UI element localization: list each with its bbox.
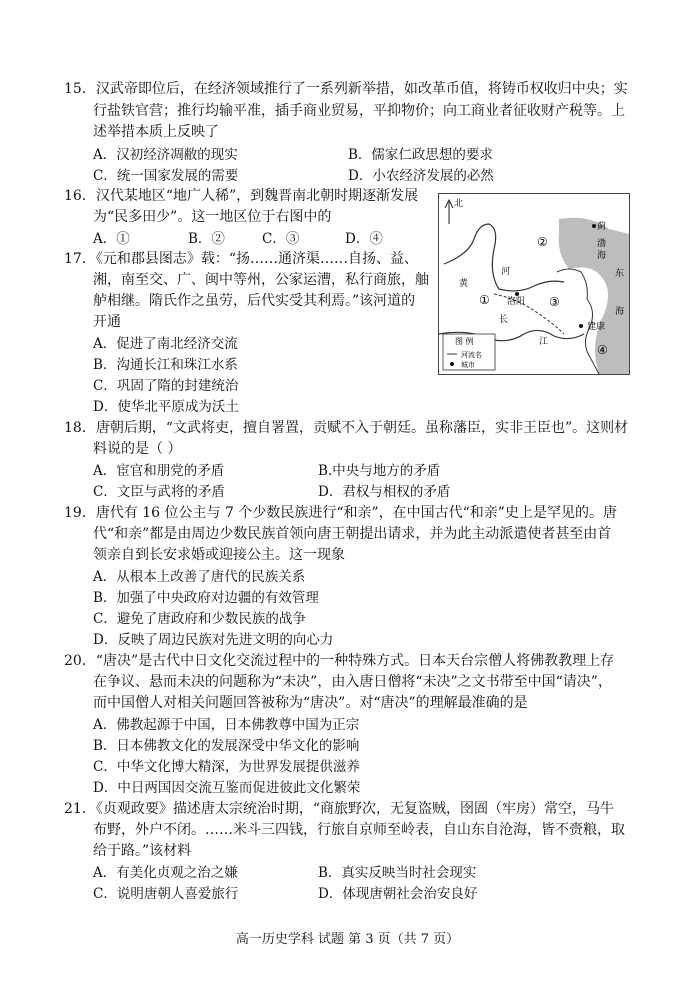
q17-option-d: D．使华北平原成为沃土 <box>93 399 239 415</box>
city-luoyang-marker <box>515 292 519 296</box>
q18-option-a: A．宦官和朋党的矛盾 <box>93 463 225 479</box>
q17-stem-line-4: 开通 <box>93 314 121 330</box>
q16-stem-line-2: 为“民多田少”。这一地区位于右图中的 <box>93 209 332 225</box>
q15-stem-line-1: 15．汉武帝即位后，在经济领域推行了一系列新举措，如改革币值，将铸币权收归中央；实 <box>64 81 628 97</box>
q17-stem-line-2: 湘，南至交、广、闽中等州，公家运漕，私行商旅，舳 <box>93 272 429 288</box>
map-label-he: 河 <box>501 267 511 277</box>
q18-option-b: B.中央与地方的矛盾 <box>318 463 441 479</box>
city-jiankang-marker <box>579 324 583 328</box>
q19-stem-line-1: 19．唐代有 16 位公主与 7 个少数民族进行“和亲”，在中国古代“和亲”史上是罕见的。唐 <box>64 505 617 521</box>
q21-option-c: C．说明唐朝人喜爱旅行 <box>93 886 239 902</box>
map-label-huang: 黄 <box>459 279 469 289</box>
city-ji-marker <box>592 224 596 228</box>
map-label-region-4: ④ <box>597 343 608 357</box>
q21-stem-line-1: 21．《贞观政要》描述唐太宗统治时期，“商旅野次，无复盗贼，囹圄（牢房）常空，马牛 <box>64 801 614 817</box>
map-label-jiankang: 建康 <box>587 322 606 332</box>
q16-option-c: C．③ <box>262 231 300 247</box>
q20-option-a: A．佛教起源于中国，日本佛教尊中国为正宗 <box>93 717 360 733</box>
map-label-bo: 渤 <box>597 239 607 249</box>
map-label-dong: 东 <box>615 269 625 279</box>
q17-option-c: C．巩固了隋的封建统治 <box>93 378 239 394</box>
q18-option-d: D．君权与相权的矛盾 <box>318 484 451 500</box>
q17-stem-line-1: 17．《元和郡县图志》载：“扬……通济渠……自扬、益、 <box>64 251 418 267</box>
q19-stem-line-2: 代“和亲”都是由周边少数民族首领向唐王朝提出请求，并为此主动派遣使者甚至由首 <box>93 526 612 542</box>
q20-stem-line-2: 在争议、悬而未决的问题称为“未决”，由入唐日僧将“未决”之文书带至中国“请决”， <box>93 674 612 690</box>
map-label-jiang: 江 <box>539 337 549 347</box>
q20-option-b: B．日本佛教文化的发展深受中华文化的影响 <box>93 738 360 754</box>
q15-option-d: D．小农经济发展的必然 <box>348 168 494 184</box>
q21-option-d: D．体现唐朝社会治安良好 <box>318 886 478 902</box>
q19-option-b: B．加强了中央政府对边疆的有效管理 <box>93 590 319 606</box>
q21-option-b: B．真实反映当时社会现实 <box>318 865 477 881</box>
map-label-luoyang: 洛阳 <box>507 297 526 307</box>
q18-option-c: C．文臣与武将的矛盾 <box>93 484 225 500</box>
q15-option-a: A．汉初经济凋敝的现实 <box>93 147 238 163</box>
map-label-region-1: ① <box>479 293 490 307</box>
q16-stem-line-1: 16．汉代某地区“地广人稀”，到魏晋南北朝时期逐渐发展 <box>64 188 419 204</box>
legend-city-label: 城市 <box>461 361 475 369</box>
q15-stem-line-2: 行盐铁官营；推行均输平准，插手商业贸易，平抑物价；向工商业者征收财产税等。上 <box>93 103 625 119</box>
q15-option-b: B．儒家仁政思想的要求 <box>348 147 493 163</box>
q19-option-d: D．反映了周边民族对先进文明的向心力 <box>93 632 334 648</box>
q21-stem-line-2: 布野，外户不闭。……米斗三四钱，行旅自京师至岭表，自山东自沧海，皆不赍粮，取 <box>93 822 625 838</box>
q20-stem-line-3: 而中国僧人对相关问题回答被称为“唐决”。对“唐决”的理解最准确的是 <box>93 695 528 711</box>
q20-stem-line-1: 20．“唐决”是古代中日文化交流过程中的一种特殊方式。日本天台宗僧人将佛教教理上存 <box>64 653 615 669</box>
q16-option-d: D．④ <box>345 231 383 247</box>
q18-stem-line-1: 18．唐朝后期，“文武将吏，擅自署置，贡赋不入于朝廷。虽称藩臣，实非王臣也”。这则材 <box>64 420 629 436</box>
q20-option-c: C．中华文化博大精深，为世界发展提供滋养 <box>93 759 360 775</box>
q15-stem-line-3: 述举措本质上反映了 <box>93 124 219 140</box>
q21-option-a: A．有美化贞观之治之嫌 <box>93 865 238 881</box>
q17-stem-line-3: 舻相继。隋氏作之虽劳，后代实受其利焉。”该河道的 <box>93 293 416 309</box>
legend-river-label: 河流名 <box>461 351 482 359</box>
q16-option-b: B．② <box>188 231 225 247</box>
q18-stem-line-2: 料说的是（ ） <box>93 441 182 457</box>
map-label-ji: 蓟 <box>597 222 607 232</box>
legend-title: 图 例 <box>455 337 474 346</box>
q19-stem-line-3: 领亲自到长安求婚或迎接公主。这一现象 <box>93 547 345 563</box>
historical-map <box>438 193 630 375</box>
q19-option-a: A．从根本上改善了唐代的民族关系 <box>93 569 306 585</box>
q17-option-b: B．沟通长江和珠江水系 <box>93 357 238 373</box>
map-label-hai-1: 海 <box>597 251 607 261</box>
legend-city-icon <box>450 362 454 366</box>
q16-option-a: A．① <box>93 231 130 247</box>
north-arrow-icon <box>445 200 453 224</box>
map-figure <box>439 194 629 374</box>
map-label-chang: 长 <box>499 315 509 325</box>
map-label-hai-2: 海 <box>615 307 625 317</box>
q15-option-c: C．统一国家发展的需要 <box>93 168 239 184</box>
q20-option-d: D．中日两国因交流互鉴而促进彼此文化繁荣 <box>93 780 361 796</box>
q21-stem-line-3: 给于路。”该材料 <box>93 843 192 859</box>
page-footer: 高一历史学科 试题 第 3 页（共 7 页） <box>235 932 460 947</box>
q17-option-a: A．促进了南北经济交流 <box>93 336 238 352</box>
map-label-region-2: ② <box>537 235 548 249</box>
q19-option-c: C．避免了唐政府和少数民族的战争 <box>93 611 306 627</box>
sea-area <box>559 218 629 374</box>
map-label-region-3: ③ <box>549 295 560 309</box>
north-label: 北 <box>454 199 464 209</box>
